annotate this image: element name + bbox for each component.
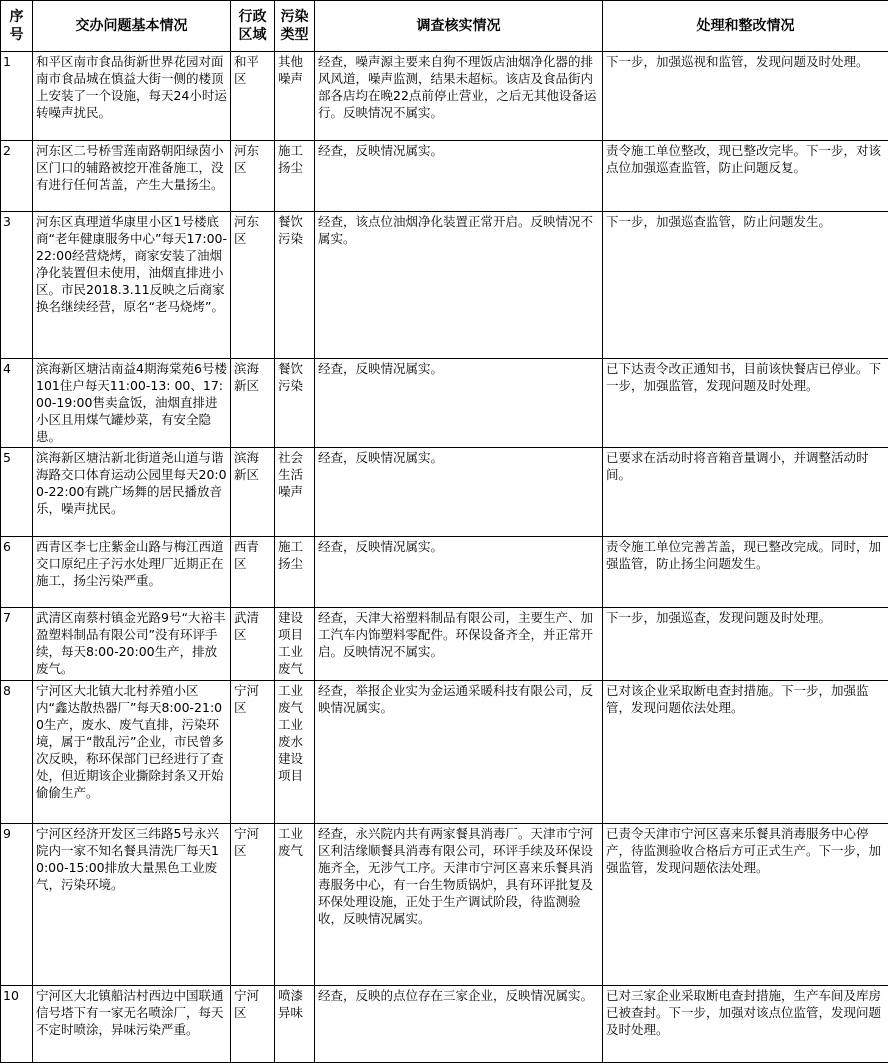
row-handling: 已要求在活动时将音箱音量调小，并调整活动时间。 bbox=[603, 448, 888, 537]
row-district: 滨海新区 bbox=[231, 359, 275, 448]
table-row bbox=[1, 140, 888, 211]
table-row bbox=[1, 52, 888, 141]
row-handling: 已下达责令改正通知书，目前该快餐店已停业。下一步，加强监管，发现问题及时处理。 bbox=[603, 359, 888, 448]
row-type: 建设项目工业废气 bbox=[275, 607, 315, 680]
row-issue: 河东区二号桥雪莲南路朝阳绿茵小区门口的辅路被挖开准备施工，没有进行任何苫盖，产生大量扬尘。 bbox=[33, 140, 231, 211]
row-no: 2 bbox=[1, 140, 33, 211]
row-district: 宁河区 bbox=[231, 986, 275, 1063]
table-row bbox=[1, 680, 888, 824]
row-no: 9 bbox=[1, 824, 33, 986]
row-no: 1 bbox=[1, 52, 33, 141]
row-issue: 宁河区大北镇船沽村西边中国联通信号塔下有一家无名喷涂厂，每天不定时喷涂，异味污染严重。 bbox=[33, 986, 231, 1063]
row-issue: 宁河区经济开发区三纬路5号永兴院内一家不知名餐具清洗厂每天10:00-15:00排放大量黑色工业废气，污染环境。 bbox=[33, 824, 231, 986]
row-no: 7 bbox=[1, 607, 33, 680]
row-issue: 滨海新区塘沽新北街道尧山道与谐海路交口体育运动公园里每天20:00-22:00有跳广场舞的居民播放音乐，噪声扰民。 bbox=[33, 448, 231, 537]
row-type: 餐饮污染 bbox=[275, 359, 315, 448]
table-row bbox=[1, 824, 888, 986]
table-header-row bbox=[1, 1, 888, 52]
row-issue: 西青区李七庄紫金山路与梅江西道交口原纪庄子污水处理厂近期正在施工，扬尘污染严重。 bbox=[33, 537, 231, 608]
row-handling: 已责令天津市宁河区喜来乐餐具消毒服务中心停产，待监测验收合格后方可正式生产。下一步，加强监管，发现问题依法处理。 bbox=[603, 824, 888, 986]
header-issue: 交办问题基本情况 bbox=[33, 1, 231, 52]
table-row bbox=[1, 607, 888, 680]
table-row bbox=[1, 359, 888, 448]
header-survey: 调查核实情况 bbox=[315, 1, 603, 52]
row-no: 3 bbox=[1, 211, 33, 359]
row-district: 宁河区 bbox=[231, 680, 275, 824]
row-handling: 下一步，加强巡查监管，防止问题发生。 bbox=[603, 211, 888, 359]
row-survey: 经查，举报企业实为金运通采暖科技有限公司，反映情况属实。 bbox=[315, 680, 603, 824]
row-type: 社会生活噪声 bbox=[275, 448, 315, 537]
row-type: 其他噪声 bbox=[275, 52, 315, 141]
row-no: 10 bbox=[1, 986, 33, 1063]
row-handling: 责令施工单位整改，现已整改完毕。下一步，对该点位加强巡查监管，防止问题反复。 bbox=[603, 140, 888, 211]
row-issue: 和平区南市食品街新世界花园对面南市食品城在慎益大街一侧的楼顶上安装了一个设施，每天24小时运转噪声扰民。 bbox=[33, 52, 231, 141]
row-district: 西青区 bbox=[231, 537, 275, 608]
header-type: 污染类型 bbox=[275, 1, 315, 52]
row-type: 施工扬尘 bbox=[275, 537, 315, 608]
table-row bbox=[1, 211, 888, 359]
row-survey: 经查，噪声源主要来自狗不理饭店油烟净化器的排风风道，噪声监测，结果未超标。该店及食品街内部各店均在晚22点前停止营业，之后无其他设备运行。反映情况不属实。 bbox=[315, 52, 603, 141]
row-issue: 滨海新区塘沽南益4期海棠苑6号楼101住户每天11:00-13: 00、17:00-19:00售卖盒饭，油烟直排进小区且用煤气罐炒菜，有安全隐患。 bbox=[33, 359, 231, 448]
row-handling: 责令施工单位完善苫盖，现已整改完成。同时，加强监管，防止扬尘问题发生。 bbox=[603, 537, 888, 608]
row-survey: 经查，反映情况属实。 bbox=[315, 448, 603, 537]
row-district: 滨海新区 bbox=[231, 448, 275, 537]
row-district: 河东区 bbox=[231, 211, 275, 359]
row-no: 5 bbox=[1, 448, 33, 537]
row-issue: 河东区真理道华康里小区1号楼底商“老年健康服务中心”每天17:00-22:00经营烧烤，商家安装了油烟净化装置但未使用，油烟直排进小区。市民2018.3.11反映之后商家换名继续经营，原名“老马烧烤”。 bbox=[33, 211, 231, 359]
row-district: 河东区 bbox=[231, 140, 275, 211]
table-row bbox=[1, 537, 888, 608]
row-survey: 经查，反映情况属实。 bbox=[315, 537, 603, 608]
table-row bbox=[1, 448, 888, 537]
table-row bbox=[1, 986, 888, 1063]
row-district: 和平区 bbox=[231, 52, 275, 141]
row-handling: 下一步，加强巡查，发现问题及时处理。 bbox=[603, 607, 888, 680]
row-survey: 经查，该点位油烟净化装置正常开启。反映情况不属实。 bbox=[315, 211, 603, 359]
row-no: 8 bbox=[1, 680, 33, 824]
row-district: 宁河区 bbox=[231, 824, 275, 986]
header-no: 序号 bbox=[1, 1, 33, 52]
row-type: 工业废气 bbox=[275, 824, 315, 986]
row-no: 6 bbox=[1, 537, 33, 608]
row-handling: 下一步，加强巡视和监管，发现问题及时处理。 bbox=[603, 52, 888, 141]
row-issue: 宁河区大北镇大北村养殖小区内“鑫达散热器厂”每天8:00-21:00生产，废水、废气直排，污染环境，属于“散乱污”企业，市民曾多次反映，称环保部门已经进行了查处，但近期该企业撕除封条又开始偷偷生产。 bbox=[33, 680, 231, 824]
row-survey: 经查，天津大裕塑料制品有限公司，主要生产、加工汽车内饰塑料零配件。环保设备齐全，并正常开启。反映情况不属实。 bbox=[315, 607, 603, 680]
row-survey: 经查，永兴院内共有两家餐具消毒厂。天津市宁河区利洁缘顺餐具消毒有限公司，环评手续及环保设施齐全，无涉气工序。天津市宁河区喜来乐餐具消毒服务中心，有一台生物质锅炉，具有环评批复及环保处理设施，正处于生产调试阶段，待监测验收，反映情况属实。 bbox=[315, 824, 603, 986]
row-survey: 经查，反映情况属实。 bbox=[315, 140, 603, 211]
row-type: 工业废气工业废水建设项目 bbox=[275, 680, 315, 824]
row-survey: 经查，反映情况属实。 bbox=[315, 359, 603, 448]
row-type: 喷漆异味 bbox=[275, 986, 315, 1063]
row-type: 施工扬尘 bbox=[275, 140, 315, 211]
header-handling: 处理和整改情况 bbox=[603, 1, 888, 52]
row-handling: 已对三家企业采取断电查封措施，生产车间及库房已被查封。下一步，加强对该点位监管，发现问题及时处理。 bbox=[603, 986, 888, 1063]
header-district: 行政区域 bbox=[231, 1, 275, 52]
row-type: 餐饮污染 bbox=[275, 211, 315, 359]
row-survey: 经查，反映的点位存在三家企业，反映情况属实。 bbox=[315, 986, 603, 1063]
row-handling: 已对该企业采取断电查封措施。下一步，加强监管，发现问题依法处理。 bbox=[603, 680, 888, 824]
row-district: 武清区 bbox=[231, 607, 275, 680]
row-issue: 武清区南蔡村镇金光路9号“大裕丰盈塑料制品有限公司”没有环评手续，每天8:00-20:00生产，排放废气。 bbox=[33, 607, 231, 680]
row-no: 4 bbox=[1, 359, 33, 448]
